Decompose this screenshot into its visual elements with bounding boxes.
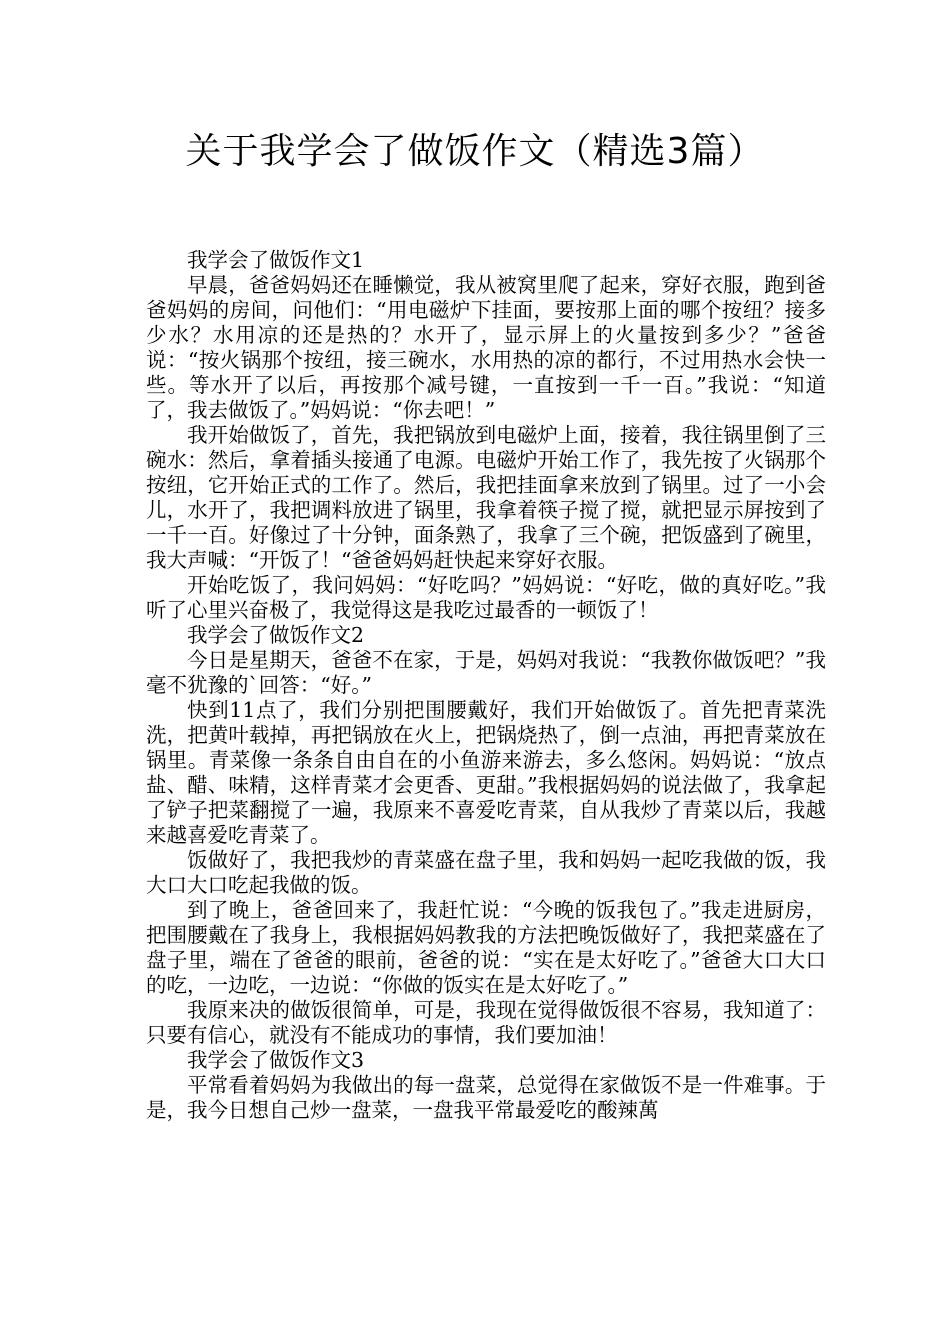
document-title: 关于我学会了做饭作文（精选3篇） xyxy=(185,131,765,172)
paragraph: 我开始做饭了，首先，我把锅放到电磁炉上面，接着，我往锅里倒了三碗水：然后，拿着插头接通了电源。电磁炉开始工作了，我先按了火锅那个按纽，它开始正式的工作了。然后，我把挂面拿来放到了锅里。过了一小会儿，水开了，我把调料放进了锅里，我拿着筷子搅了搅，就把显示屏按到了一千一百。好像过了十分钟，面条熟了，我拿了三个碗，把饭盛到了碗里，我大声喊：“开饭了！“爸爸妈妈赶快起来穿好衣服。 xyxy=(146,423,826,572)
paragraph: 今日是星期天，爸爸不在家，于是，妈妈对我说：“我教你做饭吧？”我毫不犹豫的`回答：“好。” xyxy=(146,648,826,697)
paragraph: 我原来决的做饭很简单，可是，我现在觉得做饭很不容易，我知道了：只要有信心，就没有不能成功的事情，我们要加油！ xyxy=(146,998,826,1047)
document-body xyxy=(146,248,826,1123)
paragraph: 快到11点了，我们分别把围腰戴好，我们开始做饭了。首先把青菜洗洗，把黄叶载掉，再把锅放在火上，把锅烧热了，倒一点油，再把青菜放在锅里。青菜像一条条自由自在的小鱼游来游去，多么悠闲。妈妈说：“放点盐、醋、味精，这样青菜才会更香、更甜。”我根据妈妈的说法做了，我拿起了铲子把菜翻搅了一遍，我原来不喜爱吃青菜，自从我炒了青菜以后，我越来越喜爱吃青菜了。 xyxy=(146,698,826,847)
paragraph: 平常看着妈妈为我做出的每一盘菜，总觉得在家做饭不是一件难事。于是，我今日想自己炒一盘菜，一盘我平常最爱吃的酸辣萬 xyxy=(146,1073,826,1122)
paragraph: 早晨，爸爸妈妈还在睡懒觉，我从被窝里爬了起来，穿好衣服，跑到爸爸妈妈的房间，问他们：“用电磁炉下挂面，要按那上面的哪个按纽？接多少水？水用凉的还是热的？水开了，显示屏上的火量按到多少？”爸爸说：“按火锅那个按纽，接三碗水，水用热的凉的都行，不过用热水会快一些。等水开了以后，再按那个减号键，一直按到一千一百。”我说：“知道了，我去做饭了。”妈妈说：“你去吧！” xyxy=(146,273,826,422)
paragraph: 饭做好了，我把我炒的青菜盛在盘子里，我和妈妈一起吃我做的饭，我大口大口吃起我做的饭。 xyxy=(146,848,826,897)
section-heading: 我学会了做饭作文3 xyxy=(187,1048,365,1072)
paragraph: 到了晚上，爸爸回来了，我赶忙说：“今晚的饭我包了。”我走进厨房，把围腰戴在了我身上，我根据妈妈教我的方法把晚饭做好了，我把菜盛在了盘子里，端在了爸爸的眼前，爸爸的说：“实在是太好吃了。”爸爸大口大口的吃，一边吃，一边说：“你做的饭实在是太好吃了。” xyxy=(146,898,826,997)
paragraph: 开始吃饭了，我问妈妈：“好吃吗？”妈妈说：“好吃，做的真好吃。”我听了心里兴奋极了，我觉得这是我吃过最香的一顿饭了！ xyxy=(146,573,826,622)
section-heading: 我学会了做饭作文2 xyxy=(187,623,365,647)
section-heading: 我学会了做饭作文1 xyxy=(187,248,365,272)
